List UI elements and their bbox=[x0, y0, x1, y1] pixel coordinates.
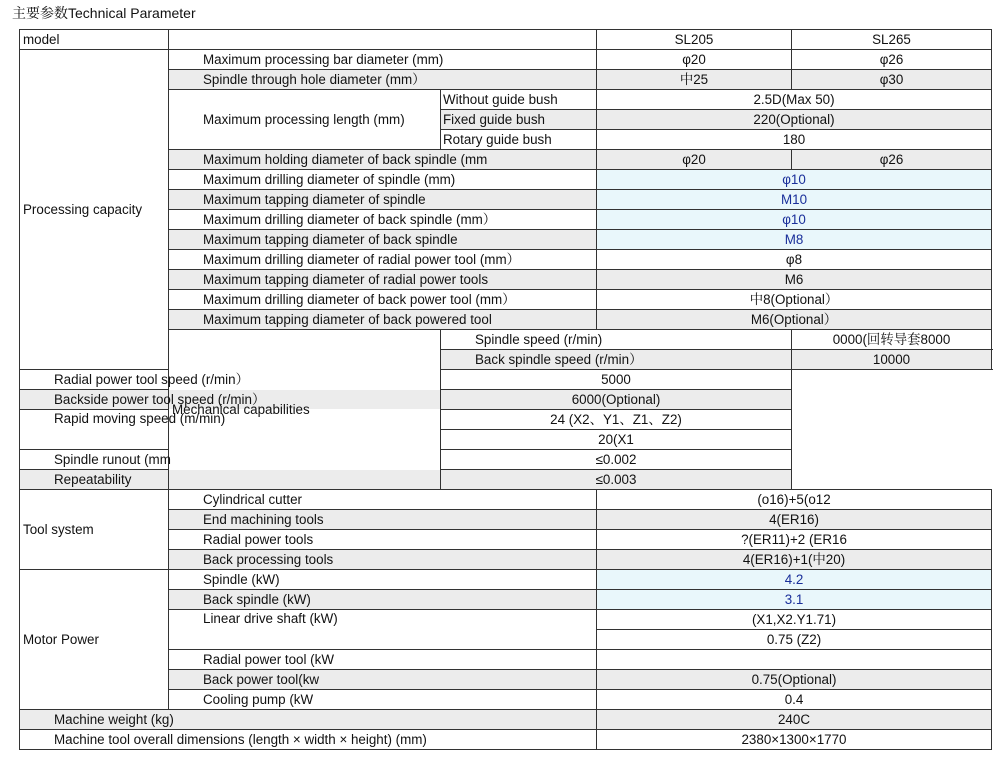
value: 0.4 bbox=[597, 690, 992, 710]
row-label: Spindle (kW) bbox=[169, 570, 597, 590]
value: φ10 bbox=[597, 210, 992, 230]
value: M10 bbox=[597, 190, 992, 210]
row-label: Rapid moving speed (m/min) bbox=[20, 410, 441, 450]
model-header: model bbox=[20, 30, 169, 50]
row-label: Cylindrical cutter bbox=[169, 490, 597, 510]
value: φ10 bbox=[597, 170, 992, 190]
value: 4(ER16)+1(中20) bbox=[597, 550, 992, 570]
row-label: Linear drive shaft (kW) bbox=[169, 610, 597, 650]
value: 5000 bbox=[441, 370, 792, 390]
row-label: Maximum drilling diameter of back power tool (mm） bbox=[169, 290, 597, 310]
row-label: Maximum processing bar diameter (mm) bbox=[169, 50, 597, 70]
value: M8 bbox=[597, 230, 992, 250]
row-label: Machine weight (kg) bbox=[20, 710, 597, 730]
value: 240C bbox=[597, 710, 992, 730]
value: 中8(Optional） bbox=[597, 290, 992, 310]
table-row bbox=[20, 710, 992, 730]
value: (X1,X2.Y1.71) bbox=[597, 610, 992, 630]
row-label: Maximum tapping diameter of back spindle bbox=[169, 230, 597, 250]
row-label: Back processing tools bbox=[169, 550, 597, 570]
sub-label: Without guide bush bbox=[441, 90, 597, 110]
table-row bbox=[20, 370, 992, 390]
row-label: Back spindle speed (r/min） bbox=[441, 350, 792, 370]
value-sl205: φ20 bbox=[597, 150, 792, 170]
row-label: Repeatability bbox=[20, 470, 441, 490]
value bbox=[597, 650, 992, 670]
row-label: End machining tools bbox=[169, 510, 597, 530]
group-tool: Tool system bbox=[20, 490, 169, 570]
value: 180 bbox=[597, 130, 992, 150]
table-row bbox=[20, 570, 992, 590]
value-sl205: 中25 bbox=[597, 70, 792, 90]
header-row bbox=[20, 30, 992, 50]
value: 0.75(Optional) bbox=[597, 670, 992, 690]
row-label: Maximum tapping diameter of radial power tools bbox=[169, 270, 597, 290]
table-row bbox=[20, 730, 992, 750]
row-label: Maximum tapping diameter of back powered tool bbox=[169, 310, 597, 330]
table-row bbox=[20, 470, 992, 490]
row-label: Radial power tool (kW bbox=[169, 650, 597, 670]
group-motor: Motor Power bbox=[20, 570, 169, 710]
value: 0000(回转导套8000 bbox=[792, 330, 992, 350]
model-sl205: SL205 bbox=[597, 30, 792, 50]
table-row bbox=[20, 450, 992, 470]
value: 6000(Optional) bbox=[441, 390, 792, 410]
table-row bbox=[20, 410, 992, 430]
value: φ8 bbox=[597, 250, 992, 270]
value: (o16)+5(o12 bbox=[597, 490, 992, 510]
value-sl205: φ20 bbox=[597, 50, 792, 70]
value: M6 bbox=[597, 270, 992, 290]
row-label: Machine tool overall dimensions (length × width × height) (mm) bbox=[20, 730, 597, 750]
group-mechanical: Mechanical capabilities bbox=[169, 330, 441, 490]
table-row bbox=[20, 490, 992, 510]
value: 24 (X2、Y1、Z1、Z2) bbox=[441, 410, 792, 430]
value: ?(ER11)+2 (ER16 bbox=[597, 530, 992, 550]
value: ≤0.003 bbox=[441, 470, 792, 490]
row-label: Radial power tool speed (r/min） bbox=[20, 370, 441, 390]
value: M6(Optional） bbox=[597, 310, 992, 330]
row-label: Back spindle (kW) bbox=[169, 590, 597, 610]
value: 4.2 bbox=[597, 570, 992, 590]
row-label: Maximum processing length (mm) bbox=[169, 90, 441, 150]
row-label: Maximum drilling diameter of spindle (mm) bbox=[169, 170, 597, 190]
sub-label: Fixed guide bush bbox=[441, 110, 597, 130]
value-sl265: φ26 bbox=[792, 150, 992, 170]
row-label: Maximum tapping diameter of spindle bbox=[169, 190, 597, 210]
value: ≤0.002 bbox=[441, 450, 792, 470]
value: 2.5D(Max 50) bbox=[597, 90, 992, 110]
value: 10000 bbox=[792, 350, 992, 370]
spec-table bbox=[19, 29, 992, 750]
row-label: Maximum drilling diameter of radial power tool (mm） bbox=[169, 250, 597, 270]
row-label: Spindle speed (r/min) bbox=[441, 330, 792, 350]
sub-label: Rotary guide bush bbox=[441, 130, 597, 150]
row-label: Maximum drilling diameter of back spindle (mm） bbox=[169, 210, 597, 230]
value-sl265: φ26 bbox=[792, 50, 992, 70]
value-sl265: φ30 bbox=[792, 70, 992, 90]
row-label: Spindle through hole diameter (mm） bbox=[169, 70, 597, 90]
value: 0.75 (Z2) bbox=[597, 630, 992, 650]
row-label: Spindle runout (mm bbox=[20, 450, 441, 470]
row-label: Backside power tool speed (r/min） bbox=[20, 390, 441, 410]
value: 20(X1 bbox=[441, 430, 792, 450]
model-sl265: SL265 bbox=[792, 30, 992, 50]
row-label: Cooling pump (kW bbox=[169, 690, 597, 710]
value: 2380×1300×1770 bbox=[597, 730, 992, 750]
value: 220(Optional) bbox=[597, 110, 992, 130]
table-row bbox=[20, 50, 992, 70]
value: 4(ER16) bbox=[597, 510, 992, 530]
row-label: Radial power tools bbox=[169, 530, 597, 550]
row-label: Back power tool(kw bbox=[169, 670, 597, 690]
value: 3.1 bbox=[597, 590, 992, 610]
table-row bbox=[20, 390, 992, 410]
page-title: 主要参数Technical Parameter bbox=[12, 5, 196, 21]
group-processing: Processing capacity bbox=[20, 50, 169, 370]
row-label: Maximum holding diameter of back spindle (mm bbox=[169, 150, 597, 170]
